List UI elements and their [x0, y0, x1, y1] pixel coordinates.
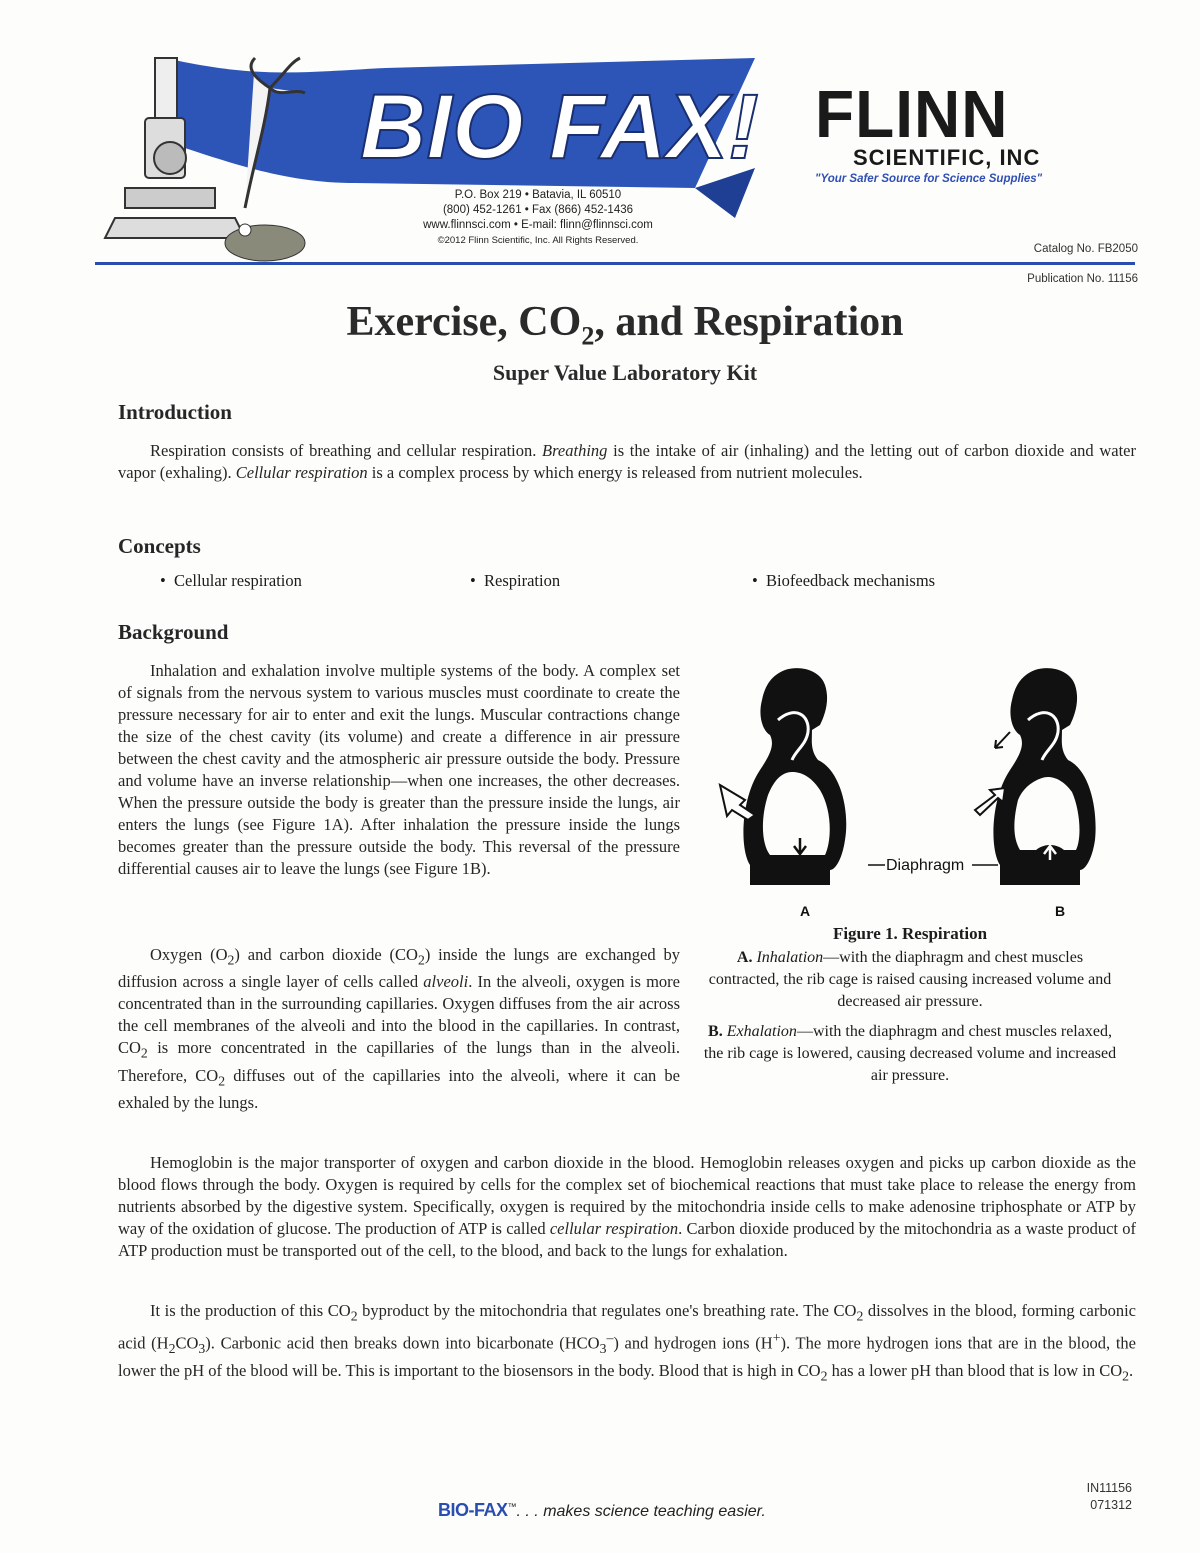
catalog-number: Catalog No. FB2050: [1033, 243, 1138, 255]
background-paragraph-3: Hemoglobin is the major transporter of oxygen and carbon dioxide in the blood. Hemoglobin releases oxygen and picks up carbon dioxide as the blood flows through the body. Oxygen is required by cells for the complex set of biochemical reactions that must take place to release the energy from nutrients absorbed by the digestive system. Specifically, oxygen is required by the mitochondria inside cells to make adenosine triphosphate or ATP by way of the oxidation of glucose. The production of ATP is called cellular respiration. Carbon dioxide produced by the mitochondria as a waste product of ATP production must be transported out of the cell, to the blood, and back to the lungs for exhalation.: [118, 1153, 1136, 1260]
background-paragraph-4: It is the production of this $CO_2$ byproduct by the mitochondria that regulates one's breathing rate. The $CO_2$ dissolves in the blood, forming carbonic acid $(H_2CO_3)$. Carbonic acid then breaks down into bicarbonate $(HCO_3^-)$ and hydrogen ions (H+). The more hydrogen ions that are in the blood, the lower the pH of the blood will be. This is important to the biosensors in the body. Blood that is high in $CO_2$ has a lower pH than blood that is low in $CO_2$.: [118, 1301, 1136, 1384]
flinn-name: FLINN: [815, 76, 1009, 152]
figure-caption-a: A. Inhalation—with the diaphragm and chest muscles contracted, the rib cage is raised causing increased volume and decreased air pressure.: [708, 949, 1112, 1010]
background-paragraph-1: Inhalation and exhalation involve multiple systems of the body. A complex set of signals from the nervous system to various muscles must coordinate to create the pressure necessary for air to enter and exit the lungs. Muscular contractions change the size of the chest cavity (its volume) and create a difference in air pressure between the chest cavity and the atmospheric air pressure outside the body. Pressure and volume have an inverse relationship—when one increases, the other decreases. When the pressure outside the body is greater than the pressure inside the lungs, air enters the lungs (see Figure 1A). After inhalation the pressure inside the lungs becomes greater than the pressure outside the body. This reversal of the pressure differential causes air to leave the lungs (see Figure 1B).: [118, 661, 680, 878]
figure-b-silhouette: [993, 668, 1095, 885]
concepts-heading: Concepts: [118, 534, 201, 558]
header-divider: [95, 262, 1135, 265]
publisher-address: [378, 188, 698, 248]
concept-item: • Biofeedback mechanisms: [752, 571, 936, 590]
introduction-heading: Introduction: [118, 400, 232, 424]
flinn-tagline: "Your Safer Source for Science Supplies": [815, 173, 1043, 185]
respiration-figure: [700, 660, 1100, 930]
flinn-logo: [815, 76, 1125, 185]
document-code: IN11156 071312: [1086, 1481, 1132, 1512]
figure-label-a: A: [800, 903, 811, 919]
footer-brand: BIO-FAX: [438, 1500, 508, 1520]
page-subtitle: Super Value Laboratory Kit: [492, 360, 758, 385]
figure-caption: [700, 923, 1120, 1087]
copyright-line: ©2012 Flinn Scientific, Inc. All Rights Reserved.: [437, 235, 639, 246]
background-heading: Background: [118, 620, 229, 644]
phone-line: (800) 452-1261 • Fax (866) 452-1436: [442, 204, 634, 216]
address-line: P.O. Box 219 • Batavia, IL 60510: [454, 189, 622, 201]
concept-item: • Respiration: [470, 571, 561, 590]
flinn-subname: SCIENTIFIC, INC: [853, 145, 1041, 170]
page-title: Exercise, $CO_2$, and Respiration: [346, 299, 904, 351]
background-paragraph-2: Oxygen $(O_2)$ and carbon dioxide $(CO_2)$ inside the lungs are exchanged by diffusion across a single layer of cells called alveoli. In the alveoli, oxygen is more concentrated than in the surrounding capillaries. Oxygen diffuses from the air across the cell membranes of the alveoli and into the blood in the capillaries. In contrast, $CO_2$ is more concentrated in the capillaries of the lungs than in the alveoli. Therefore, $CO_2$ diffuses out of the capillaries into the alveoli, where it can be exhaled by the lungs.: [118, 945, 680, 1112]
small-arrow-icon: [995, 732, 1010, 748]
concept-item: • Cellular respiration: [160, 571, 302, 590]
diaphragm-label: Diaphragm: [886, 857, 965, 874]
svg-text:BIO FAX!: BIO FAX!: [360, 76, 759, 178]
footer-slogan: BIO-FAX™. . . makes science teaching easier.: [438, 1500, 766, 1520]
introduction-paragraph: Respiration consists of breathing and cellular respiration. Breathing is the intake of air (inhaling) and the letting out of carbon dioxide and water vapor (exhaling). Cellular respiration is a complex process by which energy is released from nutrient molecules.: [118, 441, 1136, 482]
figure-caption-b: B. Exhalation—with the diaphragm and chest muscles relaxed, the rib cage is lowered, causing decreased volume and increased air pressure.: [703, 1023, 1117, 1084]
figure-caption-title: Figure 1. Respiration: [832, 924, 988, 943]
figure-label-b: B: [1055, 903, 1066, 919]
figure-a-silhouette: [743, 668, 846, 885]
publication-number: Publication No. 11156: [1027, 273, 1138, 285]
web-line: www.flinnsci.com • E-mail: flinn@flinnsci.com: [423, 219, 653, 231]
